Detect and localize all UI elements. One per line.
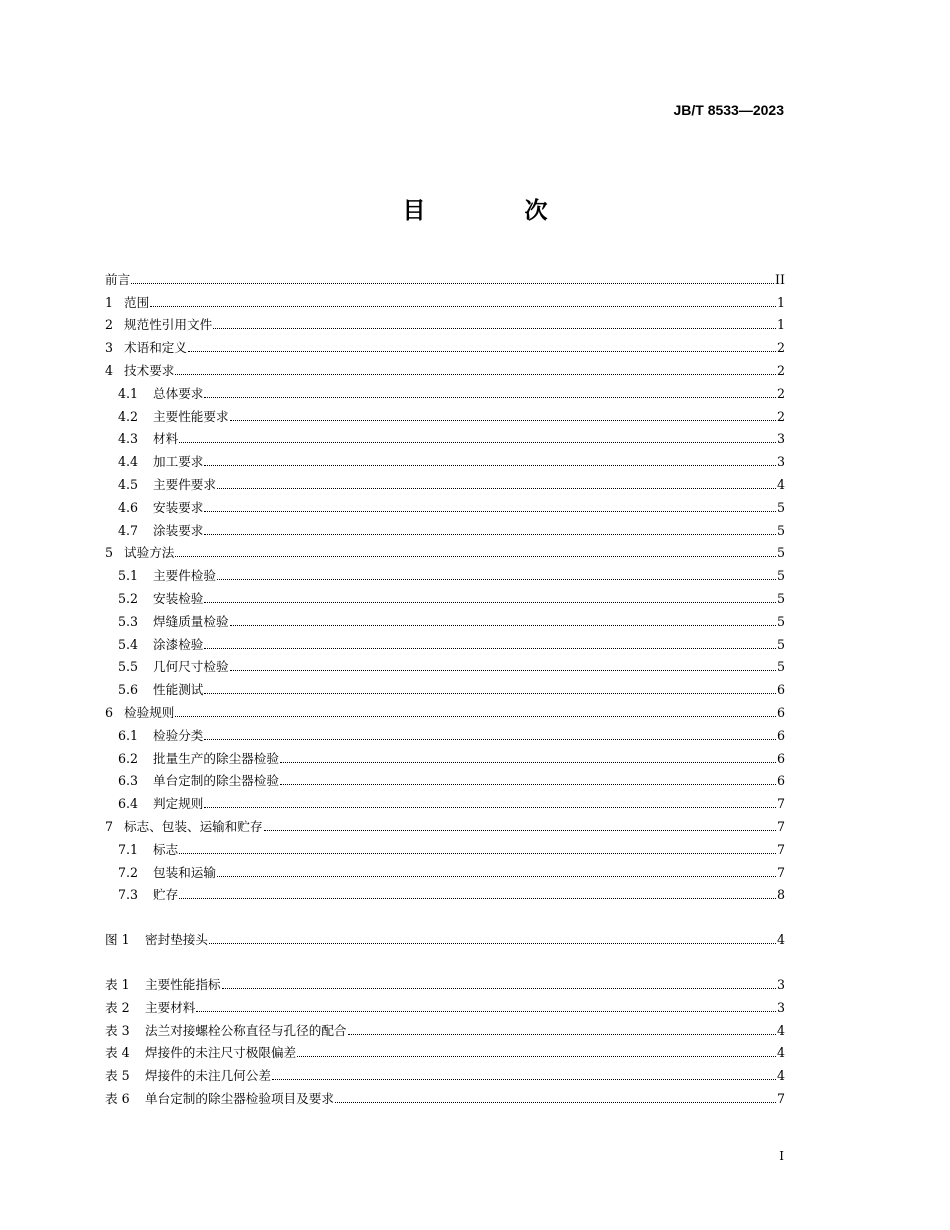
toc-entry-page: 7 [776,841,785,857]
dot-leader [204,806,776,808]
toc-entry[interactable] [105,356,785,379]
dot-leader [150,305,776,307]
toc-entry[interactable] [105,653,785,676]
toc-entry-page: 6 [776,750,785,766]
toc-entry-number: 5.6 [118,682,139,698]
toc-entry-number: 4.3 [118,431,139,447]
toc-entry-number: 4.5 [118,476,139,492]
toc-entry-page: 2 [776,362,785,378]
toc-entry-page: 2 [776,340,785,356]
dot-leader [230,419,776,421]
toc-entry-page: 5 [776,590,785,606]
toc-entry-label: 性能测试 [153,682,204,698]
toc-entry-label: 主要件检验 [153,568,216,584]
toc-entry-number: 6.2 [118,750,139,766]
toc-entry[interactable] [105,630,785,653]
toc-entry-number: 7 [105,818,114,834]
toc-entry-number: 4.1 [118,385,139,401]
toc-entry-page: 4 [776,1022,785,1038]
dot-leader [348,1033,776,1035]
dot-leader [204,396,776,398]
toc-entry-page: 2 [776,385,785,401]
toc-entry-number: 表 6 [105,1090,130,1106]
toc-entry-label: 检验分类 [153,727,204,743]
toc-entry-page: 5 [776,522,785,538]
dot-leader [179,852,776,854]
toc-entry-number: 4.6 [118,499,139,515]
dot-leader [204,510,776,512]
toc-entry-page: 6 [776,727,785,743]
toc-entry-page: 4 [776,476,785,492]
toc-entry[interactable] [105,561,785,584]
toc-entry-number: 5.4 [118,636,139,652]
table-entry[interactable] [105,1016,785,1039]
dot-leader [264,829,776,831]
toc-entry-page: 7 [776,1090,785,1106]
dot-leader [204,647,776,649]
toc-entry-label: 主要性能要求 [153,408,229,424]
toc-entry-label: 涂装要求 [153,522,204,538]
toc-entry-number: 4.4 [118,454,139,470]
toc-entry-number: 5.2 [118,590,139,606]
toc-entry-label: 主要性能指标 [145,976,221,992]
dot-leader [196,1010,776,1012]
toc-entry-label: 加工要求 [153,454,204,470]
toc-entry[interactable] [105,584,785,607]
table-entry[interactable] [105,1084,785,1107]
toc-entry-number: 7.3 [118,887,139,903]
toc-entry-label: 贮存 [153,887,179,903]
toc-entry[interactable] [105,379,785,402]
toc-entry-number: 5.1 [118,568,139,584]
dot-leader [272,1078,776,1080]
toc-entry-label: 总体要求 [153,385,204,401]
dot-leader [179,897,776,899]
toc-entry-page: 7 [776,796,785,812]
dot-leader [179,441,776,443]
toc-entry-number: 表 2 [105,999,130,1015]
dot-leader [217,487,776,489]
dot-leader [217,578,776,580]
toc-entry-label: 安装检验 [153,590,204,606]
toc-entry[interactable] [105,425,785,448]
toc-entry-number: 1 [105,294,114,310]
dot-leader [209,942,776,944]
figure-entry[interactable] [105,925,785,948]
toc-entry-label: 标志 [153,841,179,857]
toc-entry-label: 检验规则 [124,704,175,720]
toc-entry[interactable] [105,607,785,630]
dot-leader [175,555,776,557]
toc-entry-page: 8 [776,887,785,903]
toc-entry-page: 3 [776,976,785,992]
dot-leader [204,533,776,535]
toc-entry-number: 6.4 [118,796,139,812]
toc-entry-label: 前言 [105,271,131,287]
toc-entry-label: 涂漆检验 [153,636,204,652]
toc-entry[interactable] [105,721,785,744]
toc-sections [105,265,785,903]
toc-entry[interactable] [105,470,785,493]
dot-leader [175,373,776,375]
toc-entry-label: 法兰对接螺栓公称直径与孔径的配合 [145,1022,347,1038]
dot-leader [204,464,776,466]
toc-entry-page: 6 [776,682,785,698]
toc-entry[interactable] [105,402,785,425]
dot-leader [280,761,776,763]
toc-entry[interactable] [105,311,785,334]
toc-entry-number: 5.3 [118,613,139,629]
toc-entry-label: 规范性引用文件 [124,317,213,333]
toc-entry[interactable] [105,675,785,698]
toc-entry-page: 4 [776,1045,785,1061]
toc-entry-page: 1 [776,317,785,333]
toc-entry-page: 7 [776,818,785,834]
toc-entry-page: 7 [776,864,785,880]
toc-entry-page: 2 [776,408,785,424]
toc-entry[interactable] [105,812,785,835]
dot-leader [230,669,776,671]
toc-figures [105,925,785,948]
toc-entry-number: 7.2 [118,864,139,880]
toc-entry-label: 技术要求 [124,362,175,378]
table-entry[interactable] [105,1039,785,1062]
toc-entry-page: 5 [776,499,785,515]
toc-entry-number: 6 [105,704,114,720]
table-entry[interactable] [105,993,785,1016]
toc-entry-label: 术语和定义 [124,340,187,356]
toc-entry-label: 主要件要求 [153,476,216,492]
toc-entry-number: 5 [105,545,114,561]
toc-entry-number: 5.5 [118,659,139,675]
table-entry[interactable] [105,970,785,993]
toc-entry-page: 5 [776,636,785,652]
toc-entry-number: 表 4 [105,1045,130,1061]
toc-entry-label: 焊接件的未注尺寸极限偏差 [145,1045,297,1061]
toc-entry-page: 4 [776,1068,785,1084]
toc-entry-number: 表 1 [105,976,130,992]
toc-entry-page: 3 [776,999,785,1015]
toc-entry-number: 6.1 [118,727,139,743]
toc-entry-page: 6 [776,704,785,720]
toc-entry-number: 6.3 [118,773,139,789]
table-of-contents [105,265,785,1107]
toc-entry[interactable] [105,744,785,767]
toc-entry-label: 焊缝质量检验 [153,613,229,629]
toc-entry-number: 4.7 [118,522,139,538]
toc-entry-label: 安装要求 [153,499,204,515]
toc-entry-label: 主要材料 [145,999,196,1015]
toc-entry[interactable] [105,789,785,812]
toc-entry-label: 单台定制的除尘器检验项目及要求 [145,1090,334,1106]
toc-tables [105,970,785,1107]
dot-leader [222,987,776,989]
toc-entry-page: 5 [776,568,785,584]
toc-entry-label: 焊接件的未注几何公差 [145,1068,271,1084]
toc-entry-page: 5 [776,613,785,629]
toc-entry-number: 3 [105,340,114,356]
toc-entry-number: 4.2 [118,408,139,424]
toc-entry[interactable] [105,698,785,721]
toc-entry-label: 批量生产的除尘器检验 [153,750,279,766]
toc-entry-page: 5 [776,545,785,561]
page-number: I [779,1149,784,1163]
dot-leader [131,282,774,284]
toc-entry-label: 几何尺寸检验 [153,659,229,675]
toc-entry-page: 6 [776,773,785,789]
toc-entry-number: 7.1 [118,841,139,857]
toc-entry-number: 表 3 [105,1022,130,1038]
toc-entry[interactable] [105,881,785,904]
dot-leader [204,692,776,694]
dot-leader [204,601,776,603]
dot-leader [230,624,776,626]
toc-entry-number: 4 [105,362,114,378]
toc-entry[interactable] [105,493,785,516]
toc-entry[interactable] [105,539,785,562]
toc-entry-label: 单台定制的除尘器检验 [153,773,279,789]
toc-entry-page: 5 [776,659,785,675]
toc-entry-label: 范围 [124,294,150,310]
toc-entry[interactable] [105,447,785,470]
toc-entry-label: 判定规则 [153,796,204,812]
dot-leader [175,715,776,717]
toc-entry[interactable] [105,767,785,790]
toc-entry-label: 包装和运输 [153,864,216,880]
toc-entry[interactable] [105,858,785,881]
dot-leader [204,738,776,740]
toc-entry-label: 标志、包装、运输和贮存 [124,818,263,834]
toc-entry[interactable] [105,516,785,539]
toc-entry-page: 4 [776,932,785,948]
toc-entry[interactable] [105,835,785,858]
dot-leader [217,875,776,877]
toc-entry-number: 2 [105,317,114,333]
dot-leader [213,327,776,329]
toc-entry-number: 表 5 [105,1068,130,1084]
toc-entry-label: 材料 [153,431,179,447]
page-title: 目 次 [402,198,586,224]
toc-entry[interactable] [105,265,785,288]
standard-code: JB/T 8533—2023 [673,102,784,118]
toc-entry-page: 1 [776,294,785,310]
toc-entry-label: 密封垫接头 [145,932,208,948]
toc-entry[interactable] [105,333,785,356]
toc-entry-page: 3 [776,431,785,447]
toc-entry-page: 3 [776,454,785,470]
toc-entry-label: 试验方法 [124,545,175,561]
dot-leader [188,350,776,352]
toc-entry-number: 图 1 [105,932,130,948]
dot-leader [280,783,776,785]
toc-entry-page: II [775,271,785,287]
dot-leader [335,1101,776,1103]
table-entry[interactable] [105,1061,785,1084]
toc-entry[interactable] [105,288,785,311]
dot-leader [297,1055,776,1057]
